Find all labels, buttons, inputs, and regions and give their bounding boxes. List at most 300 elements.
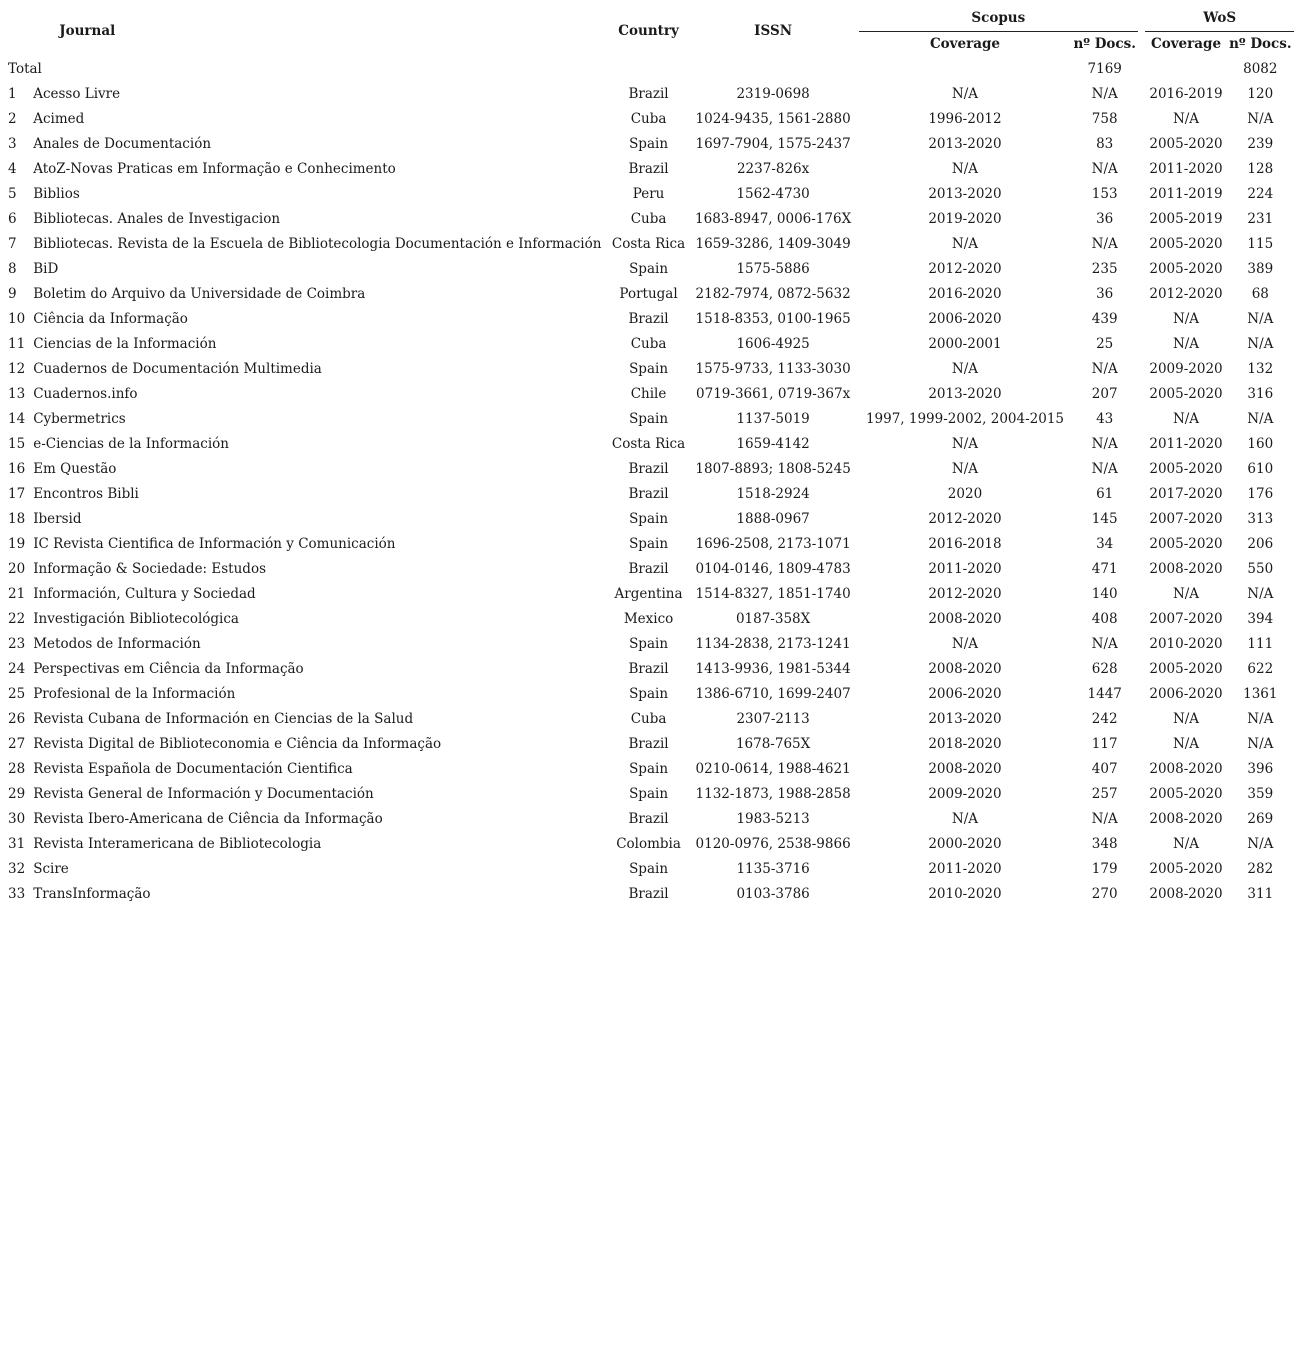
row-issn: 1678-765X bbox=[735, 736, 811, 752]
row-country: Chile bbox=[630, 386, 667, 402]
table-row bbox=[4, 707, 1294, 732]
row-wos-coverage: 2005-2020 bbox=[1149, 386, 1223, 402]
row-gap bbox=[1138, 757, 1145, 782]
row-country: Portugal bbox=[619, 286, 678, 302]
row-number: 28 bbox=[8, 761, 26, 777]
row-scopus-coverage: 2008-2020 bbox=[928, 761, 1002, 777]
row-issn: 2237-826x bbox=[736, 161, 810, 177]
total-issn bbox=[688, 57, 859, 82]
row-wos-docs: N/A bbox=[1247, 336, 1274, 352]
total-label: Total bbox=[8, 61, 42, 77]
table-row bbox=[4, 132, 1294, 157]
row-scopus-coverage: 2012-2020 bbox=[928, 261, 1002, 277]
table-row bbox=[4, 582, 1294, 607]
row-journal: Cuadernos de Documentación Multimedia bbox=[33, 361, 322, 377]
row-scopus-coverage: 1997, 1999-2002, 2004-2015 bbox=[865, 411, 1065, 427]
row-scopus-docs: 153 bbox=[1091, 186, 1118, 202]
row-scopus-coverage: N/A bbox=[951, 436, 979, 452]
header-wos-docs: nº Docs. bbox=[1229, 36, 1292, 52]
row-country: Spain bbox=[629, 511, 669, 527]
row-journal: Cuadernos.info bbox=[33, 386, 138, 402]
row-wos-coverage: 2005-2020 bbox=[1149, 136, 1223, 152]
row-issn: 0187-358X bbox=[735, 611, 811, 627]
table-row bbox=[4, 357, 1294, 382]
row-scopus-coverage: 2012-2020 bbox=[928, 511, 1002, 527]
row-scopus-coverage: N/A bbox=[951, 236, 979, 252]
row-journal: BiD bbox=[33, 261, 59, 277]
row-journal: AtoZ-Novas Praticas em Informação e Conhecimento bbox=[33, 161, 396, 177]
row-number: 13 bbox=[8, 386, 26, 402]
row-scopus-coverage: N/A bbox=[951, 161, 979, 177]
row-number: 30 bbox=[8, 811, 26, 827]
row-issn: 1024-9435, 1561-2880 bbox=[695, 111, 851, 127]
row-scopus-coverage: 2000-2020 bbox=[928, 836, 1002, 852]
row-number: 26 bbox=[8, 711, 26, 727]
row-number: 5 bbox=[8, 186, 17, 202]
row-scopus-docs: 408 bbox=[1091, 611, 1118, 627]
row-gap bbox=[1138, 857, 1145, 882]
row-country: Costa Rica bbox=[611, 236, 686, 252]
row-scopus-coverage: 2012-2020 bbox=[928, 586, 1002, 602]
row-wos-coverage: 2006-2020 bbox=[1149, 686, 1223, 702]
row-wos-docs: 132 bbox=[1247, 361, 1274, 377]
row-scopus-coverage: 2011-2020 bbox=[928, 561, 1002, 577]
row-gap bbox=[1138, 557, 1145, 582]
row-issn: 2182-7974, 0872-5632 bbox=[695, 286, 851, 302]
row-wos-coverage: N/A bbox=[1172, 311, 1200, 327]
row-journal: Revista Ibero-Americana de Ciência da Informação bbox=[33, 811, 383, 827]
table-row bbox=[4, 282, 1294, 307]
row-number: 32 bbox=[8, 861, 26, 877]
table-row bbox=[4, 807, 1294, 832]
row-number: 23 bbox=[8, 636, 26, 652]
total-wos-docs: 8082 bbox=[1243, 61, 1278, 77]
row-wos-coverage: 2005-2020 bbox=[1149, 261, 1223, 277]
row-wos-coverage: N/A bbox=[1172, 336, 1200, 352]
row-country: Brazil bbox=[628, 736, 669, 752]
row-scopus-coverage: 2013-2020 bbox=[928, 186, 1002, 202]
row-issn: 1562-4730 bbox=[736, 186, 810, 202]
row-scopus-coverage: N/A bbox=[951, 361, 979, 377]
row-gap bbox=[1138, 532, 1145, 557]
row-scopus-coverage: 2009-2020 bbox=[928, 786, 1002, 802]
row-country: Colombia bbox=[616, 836, 681, 852]
row-journal: Bibliotecas. Revista de la Escuela de Bibliotecologia Documentación e Información bbox=[33, 236, 602, 252]
row-wos-docs: 160 bbox=[1247, 436, 1274, 452]
row-country: Costa Rica bbox=[611, 436, 686, 452]
row-scopus-docs: 140 bbox=[1091, 586, 1118, 602]
row-wos-coverage: N/A bbox=[1172, 586, 1200, 602]
row-journal: Acesso Livre bbox=[33, 86, 121, 102]
row-gap bbox=[1138, 882, 1145, 907]
row-number: 9 bbox=[8, 286, 17, 302]
row-number: 3 bbox=[8, 136, 17, 152]
row-scopus-docs: 36 bbox=[1096, 286, 1114, 302]
row-gap bbox=[1138, 582, 1145, 607]
row-scopus-coverage: 2010-2020 bbox=[928, 886, 1002, 902]
row-scopus-coverage: 2006-2020 bbox=[928, 686, 1002, 702]
row-scopus-coverage: 2019-2020 bbox=[928, 211, 1002, 227]
row-wos-docs: 68 bbox=[1251, 286, 1269, 302]
row-wos-coverage: 2005-2019 bbox=[1149, 211, 1223, 227]
total-scopus-coverage bbox=[859, 57, 1072, 82]
row-issn: 2319-0698 bbox=[736, 86, 810, 102]
table-row bbox=[4, 857, 1294, 882]
row-wos-coverage: 2005-2020 bbox=[1149, 536, 1223, 552]
header-group-row bbox=[4, 6, 1294, 32]
header-scopus-coverage: Coverage bbox=[929, 36, 1001, 52]
row-gap bbox=[1138, 407, 1145, 432]
row-issn: 1575-5886 bbox=[736, 261, 810, 277]
table-row bbox=[4, 332, 1294, 357]
row-gap bbox=[1138, 207, 1145, 232]
row-scopus-docs: N/A bbox=[1091, 161, 1118, 177]
row-scopus-docs: 61 bbox=[1096, 486, 1114, 502]
row-number: 27 bbox=[8, 736, 26, 752]
row-gap bbox=[1138, 82, 1145, 107]
row-scopus-docs: 242 bbox=[1091, 711, 1118, 727]
row-gap bbox=[1138, 682, 1145, 707]
row-scopus-docs: N/A bbox=[1091, 436, 1118, 452]
row-journal: Perspectivas em Ciência da Informação bbox=[33, 661, 304, 677]
row-journal: TransInformação bbox=[33, 886, 151, 902]
row-country: Spain bbox=[629, 361, 669, 377]
row-issn: 1683-8947, 0006-176X bbox=[695, 211, 852, 227]
row-wos-coverage: 2005-2020 bbox=[1149, 236, 1223, 252]
row-wos-coverage: 2016-2019 bbox=[1149, 86, 1223, 102]
row-number: 25 bbox=[8, 686, 26, 702]
row-gap bbox=[1138, 382, 1145, 407]
row-country: Cuba bbox=[630, 211, 667, 227]
row-number: 31 bbox=[8, 836, 26, 852]
table-row bbox=[4, 207, 1294, 232]
row-issn: 0210-0614, 1988-4621 bbox=[695, 761, 851, 777]
row-wos-docs: 396 bbox=[1247, 761, 1274, 777]
row-journal: Anales de Documentación bbox=[33, 136, 212, 152]
row-wos-docs: 313 bbox=[1247, 511, 1274, 527]
row-wos-coverage: 2005-2020 bbox=[1149, 661, 1223, 677]
row-scopus-coverage: 2000-2001 bbox=[928, 336, 1002, 352]
row-country: Brazil bbox=[628, 561, 669, 577]
row-issn: 1134-2838, 2173-1241 bbox=[695, 636, 851, 652]
row-wos-coverage: N/A bbox=[1172, 736, 1200, 752]
row-issn: 1697-7904, 1575-2437 bbox=[695, 136, 851, 152]
table-row bbox=[4, 757, 1294, 782]
row-scopus-coverage: 2008-2020 bbox=[928, 611, 1002, 627]
row-number: 1 bbox=[8, 86, 17, 102]
row-wos-docs: 1361 bbox=[1243, 686, 1278, 702]
row-wos-docs: 394 bbox=[1247, 611, 1274, 627]
row-gap bbox=[1138, 107, 1145, 132]
row-number: 15 bbox=[8, 436, 26, 452]
row-scopus-docs: 257 bbox=[1091, 786, 1118, 802]
row-scopus-coverage: 1996-2012 bbox=[928, 111, 1002, 127]
row-wos-docs: 311 bbox=[1247, 886, 1274, 902]
row-wos-coverage: 2005-2020 bbox=[1149, 461, 1223, 477]
row-issn: 1575-9733, 1133-3030 bbox=[695, 361, 851, 377]
row-gap bbox=[1138, 732, 1145, 757]
row-wos-docs: 120 bbox=[1247, 86, 1274, 102]
row-scopus-coverage: 2006-2020 bbox=[928, 311, 1002, 327]
table-row bbox=[4, 457, 1294, 482]
row-number: 33 bbox=[8, 886, 26, 902]
table-row bbox=[4, 382, 1294, 407]
row-wos-docs: 128 bbox=[1247, 161, 1274, 177]
table-row bbox=[4, 882, 1294, 907]
row-country: Brazil bbox=[628, 886, 669, 902]
total-gap bbox=[1138, 57, 1145, 82]
row-journal: Ciencias de la Información bbox=[33, 336, 217, 352]
row-country: Brazil bbox=[628, 161, 669, 177]
row-wos-docs: N/A bbox=[1247, 711, 1274, 727]
total-wos-coverage bbox=[1145, 57, 1226, 82]
row-wos-docs: N/A bbox=[1247, 836, 1274, 852]
row-issn: 1696-2508, 2173-1071 bbox=[695, 536, 851, 552]
row-journal: Informação & Sociedade: Estudos bbox=[33, 561, 266, 577]
row-scopus-docs: N/A bbox=[1091, 811, 1118, 827]
row-issn: 2307-2113 bbox=[736, 711, 810, 727]
row-number: 16 bbox=[8, 461, 26, 477]
row-gap bbox=[1138, 507, 1145, 532]
row-gap bbox=[1138, 707, 1145, 732]
table-row bbox=[4, 432, 1294, 457]
row-issn: 1132-1873, 1988-2858 bbox=[695, 786, 851, 802]
row-scopus-coverage: N/A bbox=[951, 636, 979, 652]
row-country: Brazil bbox=[628, 486, 669, 502]
row-wos-docs: 622 bbox=[1247, 661, 1274, 677]
row-scopus-docs: 407 bbox=[1091, 761, 1118, 777]
row-gap bbox=[1138, 832, 1145, 857]
row-wos-docs: 359 bbox=[1247, 786, 1274, 802]
table-row bbox=[4, 832, 1294, 857]
row-wos-coverage: N/A bbox=[1172, 836, 1200, 852]
row-journal: Bibliotecas. Anales de Investigacion bbox=[33, 211, 281, 227]
row-scopus-coverage: 2016-2020 bbox=[928, 286, 1002, 302]
row-issn: 1386-6710, 1699-2407 bbox=[695, 686, 851, 702]
row-country: Spain bbox=[629, 261, 669, 277]
header-scopus: Scopus bbox=[859, 6, 1138, 32]
row-scopus-coverage: 2013-2020 bbox=[928, 711, 1002, 727]
row-journal: Revista Española de Documentación Cientifica bbox=[33, 761, 353, 777]
row-issn: 1807-8893; 1808-5245 bbox=[695, 461, 851, 477]
table-row bbox=[4, 557, 1294, 582]
row-wos-docs: 239 bbox=[1247, 136, 1274, 152]
row-number: 18 bbox=[8, 511, 26, 527]
row-issn: 1518-2924 bbox=[736, 486, 810, 502]
row-wos-docs: N/A bbox=[1247, 111, 1274, 127]
table-row bbox=[4, 407, 1294, 432]
row-gap bbox=[1138, 157, 1145, 182]
row-scopus-docs: N/A bbox=[1091, 86, 1118, 102]
row-issn: 1659-3286, 1409-3049 bbox=[695, 236, 851, 252]
row-scopus-docs: 117 bbox=[1091, 736, 1118, 752]
row-gap bbox=[1138, 307, 1145, 332]
row-scopus-docs: 1447 bbox=[1087, 686, 1122, 702]
row-country: Spain bbox=[629, 761, 669, 777]
row-issn: 1659-4142 bbox=[736, 436, 810, 452]
row-scopus-docs: 471 bbox=[1091, 561, 1118, 577]
journals-table bbox=[4, 6, 1294, 907]
row-number: 29 bbox=[8, 786, 26, 802]
row-scopus-coverage: N/A bbox=[951, 461, 979, 477]
header-country: Country bbox=[618, 23, 679, 39]
header-scopus-docs: nº Docs. bbox=[1073, 36, 1136, 52]
row-number: 2 bbox=[8, 111, 17, 127]
row-journal: Boletim do Arquivo da Universidade de Coimbra bbox=[33, 286, 366, 302]
row-number: 7 bbox=[8, 236, 17, 252]
row-country: Spain bbox=[629, 686, 669, 702]
row-wos-docs: 316 bbox=[1247, 386, 1274, 402]
row-scopus-docs: 34 bbox=[1096, 536, 1114, 552]
row-scopus-docs: 235 bbox=[1091, 261, 1118, 277]
row-scopus-coverage: N/A bbox=[951, 811, 979, 827]
row-number: 19 bbox=[8, 536, 26, 552]
row-wos-docs: 389 bbox=[1247, 261, 1274, 277]
row-wos-docs: N/A bbox=[1247, 411, 1274, 427]
row-wos-docs: 282 bbox=[1247, 861, 1274, 877]
row-issn: 1135-3716 bbox=[736, 861, 810, 877]
row-issn: 1413-9936, 1981-5344 bbox=[695, 661, 851, 677]
row-country: Spain bbox=[629, 786, 669, 802]
table-row bbox=[4, 532, 1294, 557]
row-scopus-docs: 348 bbox=[1091, 836, 1118, 852]
row-issn: 1137-5019 bbox=[736, 411, 810, 427]
table-row bbox=[4, 232, 1294, 257]
header-gap bbox=[1138, 6, 1145, 32]
row-wos-docs: 231 bbox=[1247, 211, 1274, 227]
header-issn: ISSN bbox=[754, 23, 793, 39]
row-journal: Profesional de la Información bbox=[33, 686, 236, 702]
row-wos-docs: 610 bbox=[1247, 461, 1274, 477]
row-wos-coverage: 2009-2020 bbox=[1149, 361, 1223, 377]
row-wos-coverage: N/A bbox=[1172, 111, 1200, 127]
table-row bbox=[4, 507, 1294, 532]
row-wos-docs: N/A bbox=[1247, 311, 1274, 327]
row-number: 11 bbox=[8, 336, 26, 352]
row-scopus-coverage: 2013-2020 bbox=[928, 386, 1002, 402]
row-country: Mexico bbox=[623, 611, 674, 627]
row-country: Argentina bbox=[614, 586, 683, 602]
row-scopus-docs: N/A bbox=[1091, 361, 1118, 377]
row-wos-coverage: 2010-2020 bbox=[1149, 636, 1223, 652]
row-scopus-coverage: 2018-2020 bbox=[928, 736, 1002, 752]
row-country: Spain bbox=[629, 411, 669, 427]
row-country: Spain bbox=[629, 861, 669, 877]
row-journal: Biblios bbox=[33, 186, 80, 202]
row-wos-coverage: 2005-2020 bbox=[1149, 861, 1223, 877]
row-journal: Revista Interamericana de Bibliotecologia bbox=[33, 836, 322, 852]
row-wos-docs: 176 bbox=[1247, 486, 1274, 502]
row-scopus-docs: 758 bbox=[1091, 111, 1118, 127]
row-wos-coverage: 2012-2020 bbox=[1149, 286, 1223, 302]
row-wos-docs: 224 bbox=[1247, 186, 1274, 202]
header-num-spacer bbox=[4, 6, 33, 32]
row-country: Cuba bbox=[630, 711, 667, 727]
row-scopus-docs: N/A bbox=[1091, 636, 1118, 652]
row-journal: Metodos de Información bbox=[33, 636, 201, 652]
table-row bbox=[4, 107, 1294, 132]
row-gap bbox=[1138, 807, 1145, 832]
header-wos-coverage: Coverage bbox=[1150, 36, 1222, 52]
table-body bbox=[4, 57, 1294, 907]
row-country: Brazil bbox=[628, 661, 669, 677]
row-journal: Scire bbox=[33, 861, 69, 877]
row-scopus-docs: 439 bbox=[1091, 311, 1118, 327]
row-gap bbox=[1138, 632, 1145, 657]
table-row bbox=[4, 157, 1294, 182]
row-wos-docs: 269 bbox=[1247, 811, 1274, 827]
row-scopus-coverage: 2016-2018 bbox=[928, 536, 1002, 552]
row-gap bbox=[1138, 457, 1145, 482]
row-country: Cuba bbox=[630, 111, 667, 127]
row-journal: Revista Cubana de Información en Ciencias de la Salud bbox=[33, 711, 414, 727]
row-journal: e-Ciencias de la Información bbox=[33, 436, 229, 452]
row-issn: 0120-0976, 2538-9866 bbox=[695, 836, 851, 852]
row-wos-coverage: 2011-2020 bbox=[1149, 161, 1223, 177]
row-wos-coverage: 2008-2020 bbox=[1149, 561, 1223, 577]
row-country: Cuba bbox=[630, 336, 667, 352]
row-wos-coverage: 2008-2020 bbox=[1149, 886, 1223, 902]
row-issn: 1983-5213 bbox=[736, 811, 810, 827]
row-journal: Ibersid bbox=[33, 511, 82, 527]
row-gap bbox=[1138, 357, 1145, 382]
row-wos-docs: 115 bbox=[1247, 236, 1274, 252]
row-journal: Revista General de Información y Documentación bbox=[33, 786, 374, 802]
row-scopus-coverage: N/A bbox=[951, 86, 979, 102]
row-gap bbox=[1138, 232, 1145, 257]
row-scopus-coverage: 2020 bbox=[947, 486, 983, 502]
row-wos-coverage: 2008-2020 bbox=[1149, 811, 1223, 827]
row-number: 10 bbox=[8, 311, 26, 327]
row-issn: 0103-3786 bbox=[736, 886, 810, 902]
row-wos-coverage: 2008-2020 bbox=[1149, 761, 1223, 777]
row-journal: IC Revista Cientifica de Información y Comunicación bbox=[33, 536, 396, 552]
row-journal: Cybermetrics bbox=[33, 411, 126, 427]
table-row bbox=[4, 307, 1294, 332]
row-scopus-docs: 43 bbox=[1096, 411, 1114, 427]
row-issn: 1888-0967 bbox=[736, 511, 810, 527]
row-country: Spain bbox=[629, 136, 669, 152]
row-gap bbox=[1138, 332, 1145, 357]
row-gap bbox=[1138, 282, 1145, 307]
row-wos-docs: N/A bbox=[1247, 736, 1274, 752]
header-num-spacer-2 bbox=[4, 32, 33, 58]
row-gap bbox=[1138, 782, 1145, 807]
row-gap bbox=[1138, 257, 1145, 282]
row-number: 24 bbox=[8, 661, 26, 677]
table-row bbox=[4, 182, 1294, 207]
row-issn: 0104-0146, 1809-4783 bbox=[695, 561, 851, 577]
row-country: Peru bbox=[632, 186, 665, 202]
row-scopus-docs: 270 bbox=[1091, 886, 1118, 902]
row-number: 17 bbox=[8, 486, 26, 502]
row-wos-coverage: N/A bbox=[1172, 411, 1200, 427]
row-journal: Em Questão bbox=[33, 461, 117, 477]
row-scopus-coverage: 2013-2020 bbox=[928, 136, 1002, 152]
row-wos-coverage: 2017-2020 bbox=[1149, 486, 1223, 502]
row-scopus-docs: 36 bbox=[1096, 211, 1114, 227]
table-row bbox=[4, 82, 1294, 107]
row-journal: Acimed bbox=[33, 111, 85, 127]
header-gap-2 bbox=[1138, 32, 1145, 58]
table-row bbox=[4, 657, 1294, 682]
table-header bbox=[4, 6, 1294, 57]
row-number: 4 bbox=[8, 161, 17, 177]
header-journal: Journal bbox=[59, 23, 116, 39]
row-journal: Revista Digital de Biblioteconomia e Ciência da Informação bbox=[33, 736, 442, 752]
row-wos-coverage: 2011-2019 bbox=[1149, 186, 1223, 202]
row-number: 22 bbox=[8, 611, 26, 627]
